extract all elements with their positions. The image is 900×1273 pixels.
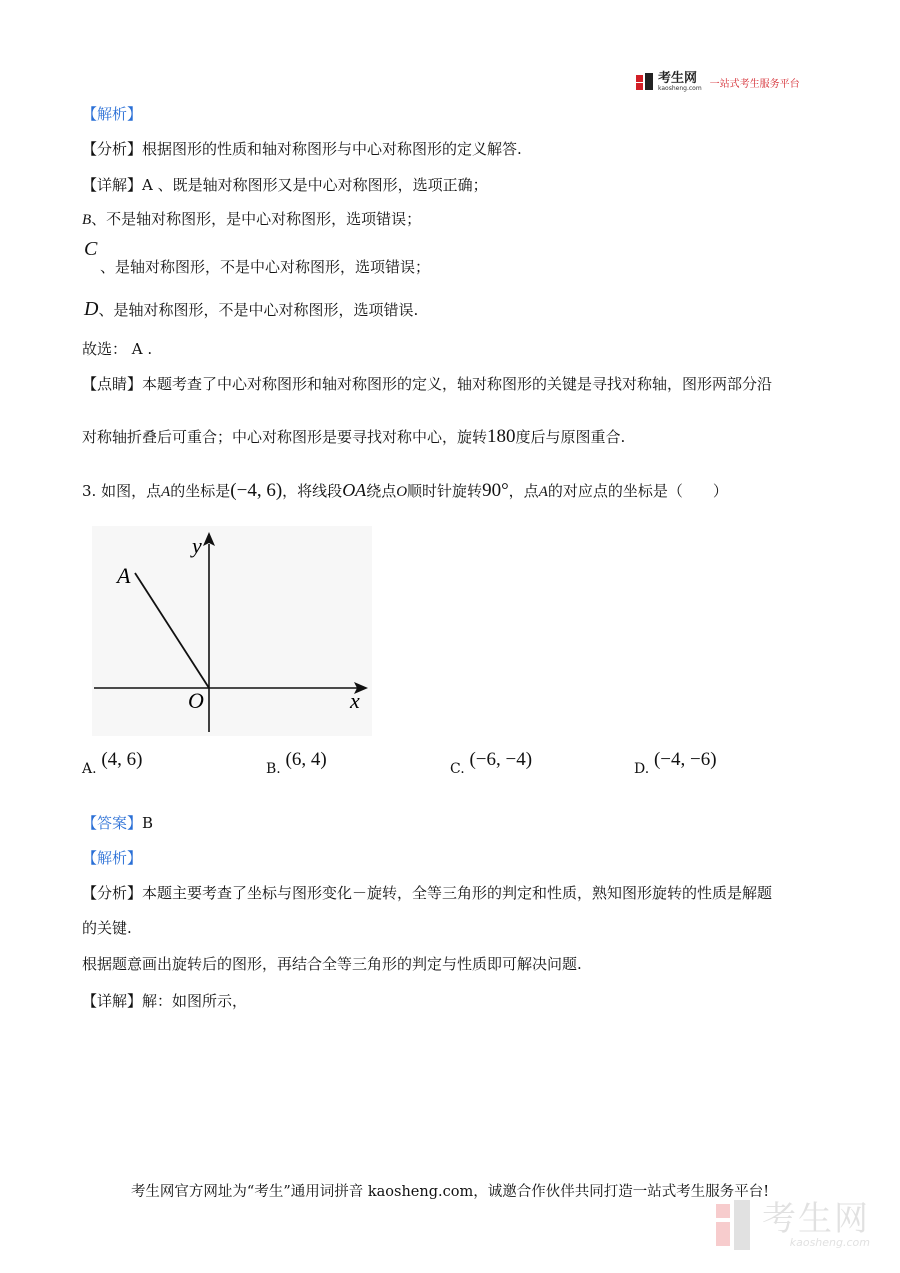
q3-detail [82,990,247,1011]
brand-logo-icon [636,73,654,91]
q2-answer-choice: 故选： A . [82,340,153,358]
q3-stem-part7: 的对应点的坐标是（ ） [547,482,728,500]
q3-answer-value: B [142,814,154,832]
q3-analysis-tag: 【分析】 [82,884,143,902]
option-b-value: (6, 4) [285,749,327,770]
q3-answer [82,812,153,833]
q3-option-b[interactable] [266,749,327,779]
q3-point-o: O [396,484,408,500]
q2-detail-line-d [84,298,418,321]
q2-comment-text: 本题考查了中心对称图形和轴对称图形的定义，轴对称图形的关键是寻找对称轴，图形两部分沿 [142,375,773,393]
header-slogan: 一站式考生服务平台 [709,78,800,90]
q2-analysis [82,138,522,159]
watermark-name: 考生网 [762,1198,870,1239]
q3-angle: 90° [482,480,509,501]
q2-comment-text2a: 对称轴折叠后可重合；中心对称图形是要寻找对称中心，旋转 [82,428,488,446]
q2-comment-line2 [82,426,625,448]
watermark-logo-icon [716,1200,754,1250]
q3-stem-part4: 绕点 [366,482,397,500]
q2-comment-text2b: 度后与原图重合. [515,428,626,446]
y-axis-label: y [192,533,202,558]
logo-domain: kaosheng.com [658,85,702,92]
q3-coordinate: (−4, 6) [230,480,283,501]
footer-text: 考生网官方网址为“考生”通用词拼音 kaosheng.com，诚邀合作伙伴共同打造一站式考生服务平台! [130,1184,770,1200]
watermark [716,1200,870,1250]
q3-answer-tag: 【答案】 [82,814,143,832]
option-d-letter: D. [634,761,650,777]
q3-point-a-2: A [538,484,548,500]
q2-detail-line-b [82,208,421,229]
q2-option-b-letter: B [82,212,92,228]
point-a-label: A [117,563,131,588]
q3-coordinate-figure [92,526,372,736]
q2-analysis-tag: 【分析】 [82,140,143,158]
option-d-value: (−4, −6) [653,749,717,770]
option-a-value: (4, 6) [101,749,143,770]
x-axis-label: x [350,688,360,713]
watermark-domain: kaosheng.com [789,1235,870,1249]
q3-stem-part2: 的坐标是 [170,482,231,500]
option-c-letter: C. [450,761,465,777]
q3-analysis-line2: 的关键. [82,919,132,937]
q2-detail-a-text: A 、既是轴对称图形又是中心对称图形，选项正确； [142,176,488,194]
q2-detail-line-a [82,174,488,195]
q3-option-d[interactable] [634,749,717,779]
q2-option-d-letter: D [84,298,99,320]
figure-background [92,526,372,736]
q2-comment-angle: 180 [487,426,516,447]
q2-comment [82,373,772,394]
q3-number: 3. [82,482,97,500]
q3-jiexi-heading: 【解析】 [82,849,143,867]
q3-stem [82,480,728,502]
q2-comment-tag: 【点睛】 [82,375,143,393]
q3-point-a: A [161,484,171,500]
logo-name: 考生网 [658,71,698,86]
q2-option-b-text: 、不是轴对称图形，是中心对称图形，选项错误； [91,210,422,228]
q3-option-c[interactable] [450,749,533,779]
q3-segment: OA [342,480,367,500]
q2-jiexi-heading: 【解析】 [82,105,143,123]
q3-detail-text: 解：如图所示， [142,992,248,1010]
q3-analysis-text: 本题主要考查了坐标与图形变化－旋转，全等三角形的判定和性质，熟知图形旋转的性质是解题 [142,884,773,902]
origin-label: O [188,688,204,713]
q3-stem-part1: 如图，点 [101,482,162,500]
q2-analysis-text: 根据图形的性质和轴对称图形与中心对称图形的定义解答. [142,140,522,158]
q2-option-c-text: 、是轴对称图形，不是中心对称图形，选项错误； [100,258,431,276]
q3-detail-tag: 【详解】 [82,992,143,1010]
q3-analysis [82,882,772,903]
q3-stem-part6: ，点 [508,482,539,500]
q2-option-c-letter: C [84,238,98,260]
q3-stem-part3: ，将线段 [282,482,343,500]
q2-option-d-text: 、是轴对称图形，不是中心对称图形，选项错误. [98,301,419,319]
option-a-letter: A. [82,761,97,777]
option-b-letter: B. [266,761,281,777]
q3-option-a[interactable] [82,749,143,779]
q3-stem-part5: 顺时针旋转 [407,482,483,500]
option-c-value: (−6, −4) [469,749,533,770]
q3-analysis-line3: 根据题意画出旋转后的图形，再结合全等三角形的判定与性质即可解决问题. [82,955,582,973]
q2-detail-tag: 【详解】 [82,176,143,194]
header-logo [636,70,800,94]
